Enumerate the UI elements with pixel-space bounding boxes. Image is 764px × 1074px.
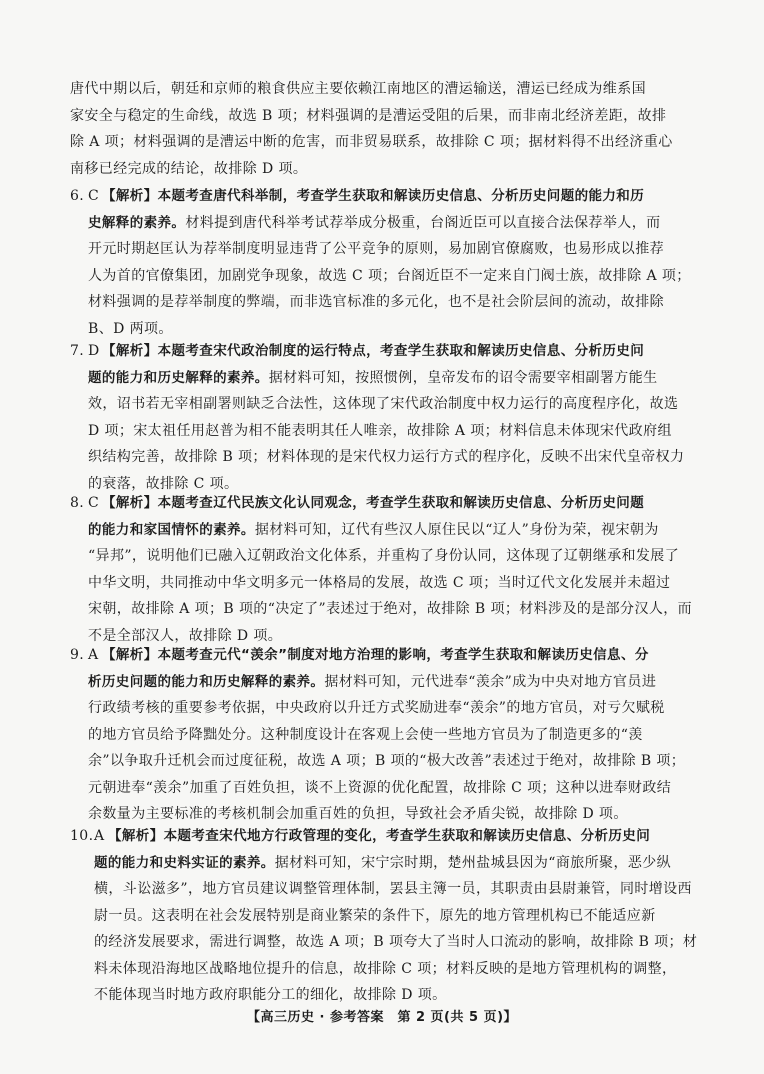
answer-item-6 xyxy=(70,183,702,342)
text-line: 不能体现当时地方政府职能分工的细化，故排除 D 项。 xyxy=(94,987,447,1003)
item-answer: C xyxy=(88,188,100,204)
analysis-tag: 【解析】 xyxy=(102,188,158,204)
text-line: 效，诏书若无宰相副署则缺乏合法性，这体现了宋代政治制度中权力运行的高度程序化，故选 xyxy=(88,396,679,412)
text-line: 元朝进奉“羡余”加重了百姓负担，谈不上资源的优化配置，故排除 C 项；这种以进奉财政结 xyxy=(88,779,672,796)
item-number: 8. xyxy=(70,495,85,511)
text-line: 据材料可知，辽代有些汉人原住民以“辽人”身份为荣，视宋朝为 xyxy=(254,521,659,538)
item-answer: C xyxy=(88,495,100,511)
text-line: 材料强调的是荐举制度的弊端，而非选官标准的多元化，也不是社会阶层间的流动，故排除 xyxy=(88,294,664,310)
text-line: 人为首的官僚集团，加剧党争现象，故选 C 项；台阁近臣不一定来自门阀士族，故排除 A 项； xyxy=(88,267,691,284)
item-number: 7. xyxy=(70,343,85,359)
text-line: 开元时期赵匡认为荐举制度明显违背了公平竞争的原则，易加剧官僚腐败，也易形成以推荐 xyxy=(88,241,664,257)
item-answer: A xyxy=(94,828,105,844)
item-number: 6. xyxy=(70,188,85,204)
text-line: 南移已经完成的结论，故排除 D 项。 xyxy=(70,160,308,177)
analysis-tag: 【解析】 xyxy=(102,495,158,511)
item-summary: 本题考查宋代地方行政管理的变化，考查学生获取和解读历史信息、分析历史问 xyxy=(163,828,651,844)
item-summary: 本题考查唐代科举制，考查学生获取和解读历史信息、分析历史问题的能力和历 xyxy=(157,188,645,204)
item-answer: A xyxy=(88,647,99,663)
answer-item-7 xyxy=(70,338,702,497)
text-line: 行政绩考核的重要参考依据，中央政府以升迁方式奖励进奉“羡余”的地方官员，对亏欠赋税 xyxy=(88,700,665,716)
text-line: “异邦”，说明他们已融入辽朝政治文化体系，并重构了身份认同，这体现了辽朝继承和发展了 xyxy=(88,548,680,564)
item-summary: 本题考查宋代政治制度的运行特点，考查学生获取和解读历史信息、分析历史问 xyxy=(157,343,645,359)
item-summary-cont: 题的能力和史料实证的素养。 xyxy=(94,854,275,871)
item-summary-cont: 析历史问题的能力和历史解释的素养。 xyxy=(88,673,325,690)
answer-item-9 xyxy=(70,642,702,828)
text-line: 据材料可知，宋宁宗时期，楚州盐城县因为“商旅所聚，恶少纵 xyxy=(274,854,672,871)
text-line: 的地方官员给予降黜处分。这种制度设计在客观上会使一些地方官员为了制造更多的“羡 xyxy=(88,726,643,743)
text-line: 余数量为主要标准的考核机制会加重百姓的负担，导致社会矛盾尖锐，故排除 D 项。 xyxy=(88,806,628,822)
text-line: 尉一员。这表明在社会发展特别是商业繁荣的条件下，原先的地方管理机构已不能适应新 xyxy=(94,907,656,924)
text-line: 据材料可知，元代进奉“羡余”成为中央对地方官员进 xyxy=(324,673,657,690)
text-line: 据材料可知，按照惯例，皇帝发布的诏令需要宰相副署方能生 xyxy=(268,369,658,386)
item-summary: 本题考查辽代民族文化认同观念，考查学生获取和解读历史信息、分析历史问题 xyxy=(157,495,645,511)
text-line: D 项；宋太祖任用赵普为相不能表明其任人唯亲，故排除 A 项；材料信息未体现宋代政府组 xyxy=(88,422,672,439)
item-summary-cont: 史解释的素养。 xyxy=(88,214,186,231)
text-line: 中华文明，共同推动中华文明多元一体格局的发展，故选 C 项；当时辽代文化发展并未超过 xyxy=(88,574,671,591)
item-summary-cont: 题的能力和历史解释的素养。 xyxy=(88,369,269,386)
item-summary-cont: 的能力和家国情怀的素养。 xyxy=(88,521,255,538)
text-line: 余”以争取升迁机会而过度征税，故选 A 项；B 项的“极大改善”表述过于绝对，故排除 B 项； xyxy=(88,753,686,769)
analysis-tag: 【解析】 xyxy=(108,828,164,844)
text-line: 的衰落，故排除 C 项。 xyxy=(88,475,239,492)
answer-item-8 xyxy=(70,490,702,649)
analysis-tag: 【解析】 xyxy=(102,647,158,663)
text-line: 不是全部汉人，故排除 D 项。 xyxy=(88,627,283,644)
text-line: 除 A 项；材料强调的是漕运中断的危害，而非贸易联系，故排除 C 项；据材料得不出经济重心 xyxy=(70,134,673,150)
item-5-continuation xyxy=(70,76,702,182)
text-line: 家安全与稳定的生命线，故选 B 项；材料强调的是漕运受阻的后果，而非南北经济差距，故排 xyxy=(70,107,667,124)
text-line: 的经济发展要求，需进行调整，故选 A 项；B 项夸大了当时人口流动的影响，故排除 B 项；材 xyxy=(94,934,698,950)
text-line: B、D 两项。 xyxy=(88,320,173,337)
text-line: 材料提到唐代科举考试荐举成分极重，台阁近臣可以直接合法保荐举人，而 xyxy=(185,214,661,231)
item-number: 9. xyxy=(70,647,85,663)
page-footer: 【高三历史 · 参考答案 第 2 页(共 5 页)】 xyxy=(246,1010,518,1025)
answer-item-10 xyxy=(70,823,702,1009)
item-summary: 本题考查元代“羡余”制度对地方治理的影响，考查学生获取和解读历史信息、分 xyxy=(157,647,649,663)
item-number: 10. xyxy=(70,828,94,844)
text-line: 料未体现沿海地区战略地位提升的信息，故排除 C 项；材料反映的是地方管理机构的调整， xyxy=(94,960,677,977)
text-line: 织结构完善，故排除 B 项；材料体现的是宋代权力运行方式的程序化，反映不出宋代皇帝权力 xyxy=(88,449,685,465)
text-line: 宋朝，故排除 A 项；B 项的“决定了”表述过于绝对，故排除 B 项；材料涉及的是部分汉人，而 xyxy=(88,601,693,617)
text-line: 横，斗讼滋多”，地方官员建议调整管理体制，罢县主簿一员，其职责由县尉兼管，同时增设西 xyxy=(94,881,692,897)
item-answer: D xyxy=(88,343,100,359)
analysis-tag: 【解析】 xyxy=(102,343,158,359)
text-line: 唐代中期以后，朝廷和京师的粮食供应主要依赖江南地区的漕运输送，漕运已经成为维系国 xyxy=(70,81,646,97)
